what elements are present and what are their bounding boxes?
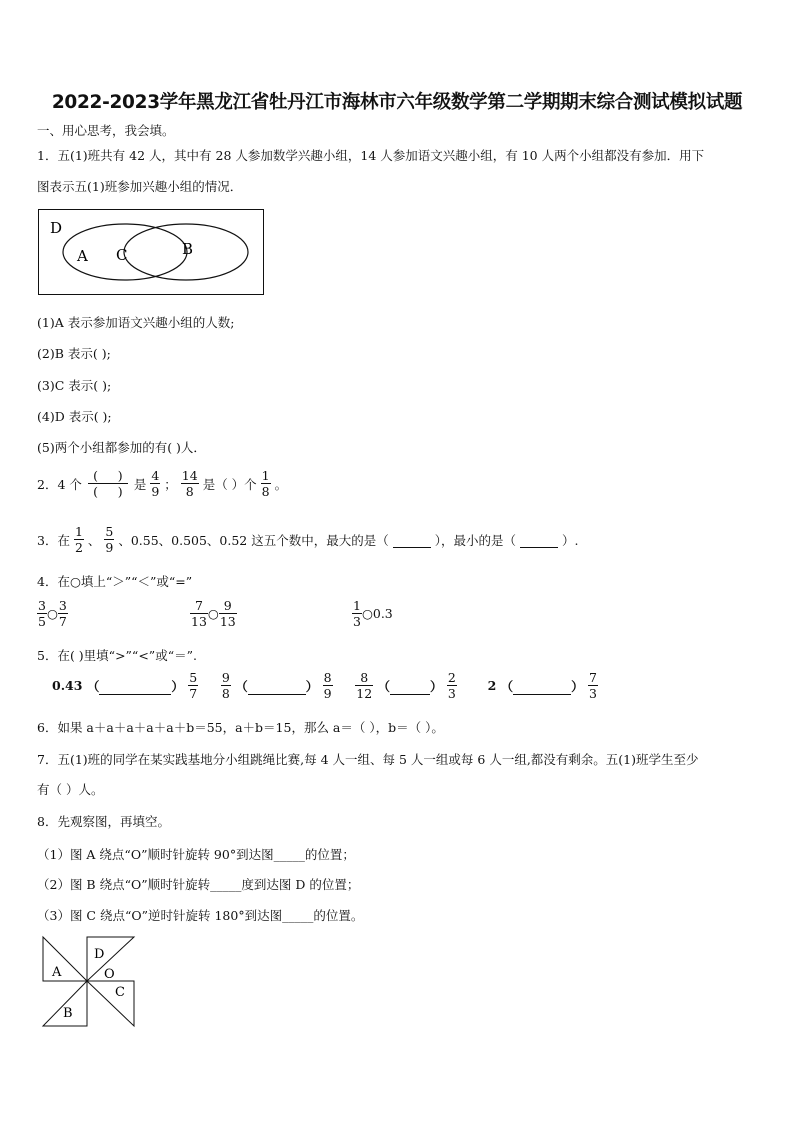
q1-sub4: (4)D 表示( ); [37, 409, 112, 424]
figure-label-c: C [115, 985, 125, 1000]
q1-sub1: (1)A 表示参加语文兴趣小组的人数; [37, 315, 235, 330]
venn-diagram [38, 209, 265, 296]
compare-circle[interactable]: ○ [207, 606, 219, 621]
venn-label-a: A [77, 247, 88, 265]
rotation-figure [40, 934, 138, 1030]
q3-fraction-1-2: $\frac{1}{2}$ [74, 524, 83, 555]
q2-end: 。 [274, 476, 288, 492]
q2-separator: ； [164, 476, 177, 492]
q2-fraction-1-8: $\frac{1}{8}$ [261, 468, 270, 499]
venn-label-c: C [116, 246, 128, 264]
figure-label-o: O [104, 967, 115, 982]
q1-sub2: (2)B 表示( ); [37, 346, 111, 361]
q1-sub3: (3)C 表示( ); [37, 378, 112, 393]
figure-label-d: D [94, 947, 105, 962]
q5-row: 0.43 （ ） $\frac{5}{7}$ $\frac{9}{8}$ （ ） $\frac{8}{9}$ $\frac{8}{12}$ （ ） $\frac{2}{3}$ 2 （ ） $\frac{7}{3}$ [52, 670, 597, 701]
q1-sub5: (5)两个小组都参加的有( )人． [37, 440, 206, 455]
compare-circle[interactable]: ○ [46, 606, 58, 621]
q3-middle2: ），最小的是（ [434, 532, 516, 548]
venn-label-b: B [182, 240, 194, 258]
venn-label-d: D [50, 219, 63, 237]
q2-is-2: 是（ ）个 [202, 476, 257, 492]
q8-sub2: （2）图 B 绕点“O”顺时针旋转_____度到达图 D 的位置； [37, 877, 360, 892]
q3-prefix: 3．在 [37, 532, 70, 548]
figure-label-b: B [63, 1006, 73, 1021]
q4-item-b: $\frac{7}{13}$ ○ $\frac{9}{13}$ [191, 598, 236, 629]
q4-text: 4．在○填上“＞”“＜”或“=” [37, 574, 193, 589]
q1-line1: 1．五(1)班共有 42 人，其中有 28 人参加数学兴趣小组，14 人参加语文兴趣小组，有 10 人两个小组都没有参加．用下 [37, 148, 705, 163]
q7-line2: 有（ ）人。 [37, 782, 104, 797]
q3-line: 3．在 $\frac{1}{2}$ 、 $\frac{5}{9}$ 、0.55、0.505、0.52 这五个数中，最大的是（ ），最小的是（ ）. [37, 524, 579, 555]
q2-line [37, 468, 287, 499]
q4-item-a: $\frac{3}{5}$ ○ $\frac{3}{7}$ [38, 598, 67, 629]
q2-prefix: 2．4 个 [37, 476, 82, 492]
section-heading: 一、用心思考，我会填。 [37, 123, 175, 138]
q3-fraction-5-9: $\frac{5}{9}$ [105, 524, 114, 555]
q8-sub1: （1）图 A 绕点“O”顺时针旋转 90°到达图_____的位置； [37, 847, 355, 862]
q3-answer-min[interactable] [520, 532, 558, 548]
q2-blank-fraction: $\frac{( )}{( )}$ [88, 468, 128, 499]
q7-line1: 7．五(1)班的同学在某实践基地分小组跳绳比赛,每 4 人一组、每 5 人一组或每 6 人一组,都没有剩余。五(1)班学生至少 [37, 752, 699, 767]
q3-end: ）. [561, 532, 579, 548]
q6-text: 6．如果 a＋a＋a＋a＋a＋b＝55，a＋b＝15，那么 a＝（ ），b＝（ ）。 [37, 720, 444, 735]
page-title: 2022-2023学年黑龙江省牡丹江市海林市六年级数学第二学期期末综合测试模拟试题 [51, 92, 743, 113]
q2-fraction-14-8: $\frac{14}{8}$ [181, 468, 198, 499]
q5-text: 5．在( )里填“>”“<”或“＝”. [37, 648, 197, 663]
q4-item-c: $\frac{1}{3}$ ○0.3 [353, 598, 393, 629]
q8-sub3: （3）图 C 绕点“O”逆时针旋转 180°到达图_____的位置。 [37, 908, 364, 923]
q2-fraction-4-9: $\frac{4}{9}$ [151, 468, 160, 499]
q3-answer-max[interactable] [393, 532, 431, 548]
q2-is-1: 是 [133, 476, 147, 492]
q1-line2: 图表示五(1)班参加兴趣小组的情况． [37, 179, 243, 194]
q3-middle: 、0.55、0.505、0.52 这五个数中，最大的是（ [118, 532, 389, 548]
figure-label-a: A [52, 965, 62, 980]
q8-text: 8．先观察图，再填空。 [37, 814, 170, 829]
compare-circle[interactable]: ○ [361, 606, 373, 621]
